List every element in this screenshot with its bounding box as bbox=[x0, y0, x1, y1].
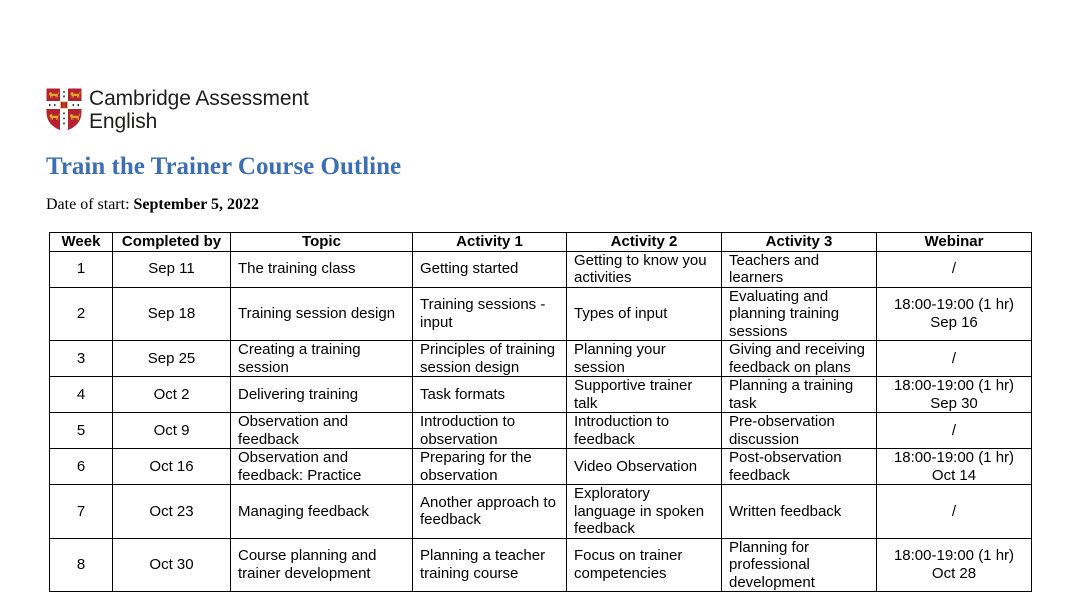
cell-completed-by: Sep 25 bbox=[113, 341, 231, 377]
cell-activity-1: Preparing for the observation bbox=[413, 449, 567, 485]
cell-activity-2: Getting to know you activities bbox=[567, 251, 722, 287]
table-row bbox=[50, 341, 1032, 377]
table-row bbox=[50, 485, 1032, 539]
cell-activity-3: Post-observation feedback bbox=[722, 449, 877, 485]
cambridge-shield-logo bbox=[46, 88, 82, 132]
start-date-value: September 5, 2022 bbox=[133, 196, 259, 213]
start-date-line bbox=[46, 195, 259, 215]
shield-book bbox=[61, 102, 68, 108]
cell-week: 6 bbox=[50, 449, 113, 485]
header-activity-1: Activity 1 bbox=[413, 233, 567, 252]
document-title: Train the Trainer Course Outline bbox=[46, 153, 402, 180]
table-row bbox=[50, 377, 1032, 413]
start-date-label: Date of start: bbox=[46, 196, 130, 213]
header-week: Week bbox=[50, 233, 113, 252]
cell-activity-1: Introduction to observation bbox=[413, 413, 567, 449]
cell-webinar: / bbox=[877, 341, 1032, 377]
table-row bbox=[50, 538, 1032, 592]
cell-topic: Observation and feedback bbox=[231, 413, 413, 449]
cell-topic: Managing feedback bbox=[231, 485, 413, 539]
cell-activity-1: Planning a teacher training course bbox=[413, 538, 567, 592]
cell-activity-3: Giving and receiving feedback on plans bbox=[722, 341, 877, 377]
cell-week: 4 bbox=[50, 377, 113, 413]
header-topic: Topic bbox=[231, 233, 413, 252]
cell-activity-2: Introduction to feedback bbox=[567, 413, 722, 449]
cell-week: 7 bbox=[50, 485, 113, 539]
table-row bbox=[50, 251, 1032, 287]
cell-topic: The training class bbox=[231, 251, 413, 287]
logo-line-1: Cambridge Assessment bbox=[89, 87, 309, 110]
cell-webinar: / bbox=[877, 251, 1032, 287]
cell-activity-2: Video Observation bbox=[567, 449, 722, 485]
logo-wordmark bbox=[89, 87, 309, 133]
cell-completed-by: Sep 18 bbox=[113, 287, 231, 341]
cell-completed-by: Sep 11 bbox=[113, 251, 231, 287]
cell-week: 2 bbox=[50, 287, 113, 341]
header-activity-2: Activity 2 bbox=[567, 233, 722, 252]
cell-week: 3 bbox=[50, 341, 113, 377]
cell-activity-2: Supportive trainer talk bbox=[567, 377, 722, 413]
cell-webinar: 18:00-19:00 (1 hr) Oct 28 bbox=[877, 538, 1032, 592]
cell-activity-1: Another approach to feedback bbox=[413, 485, 567, 539]
cell-activity-2: Focus on trainer competencies bbox=[567, 538, 722, 592]
table-header-row bbox=[50, 233, 1032, 252]
cell-activity-3: Planning a training task bbox=[722, 377, 877, 413]
logo-line-2: English bbox=[89, 110, 158, 133]
cell-topic: Course planning and trainer development bbox=[231, 538, 413, 592]
cell-topic: Training session design bbox=[231, 287, 413, 341]
cell-activity-1: Principles of training session design bbox=[413, 341, 567, 377]
header-activity-3: Activity 3 bbox=[722, 233, 877, 252]
cell-activity-2: Types of input bbox=[567, 287, 722, 341]
cell-completed-by: Oct 16 bbox=[113, 449, 231, 485]
cell-activity-2: Exploratory language in spoken feedback bbox=[567, 485, 722, 539]
cell-activity-3: Evaluating and planning training sessions bbox=[722, 287, 877, 341]
cell-activity-1: Training sessions - input bbox=[413, 287, 567, 341]
cell-activity-1: Getting started bbox=[413, 251, 567, 287]
cell-webinar: / bbox=[877, 413, 1032, 449]
cell-webinar: 18:00-19:00 (1 hr) Sep 16 bbox=[877, 287, 1032, 341]
cell-completed-by: Oct 2 bbox=[113, 377, 231, 413]
table-row bbox=[50, 413, 1032, 449]
cell-activity-3: Pre-observation discussion bbox=[722, 413, 877, 449]
cell-week: 8 bbox=[50, 538, 113, 592]
cell-activity-3: Written feedback bbox=[722, 485, 877, 539]
cell-webinar: 18:00-19:00 (1 hr) Oct 14 bbox=[877, 449, 1032, 485]
table-row bbox=[50, 449, 1032, 485]
cell-topic: Delivering training bbox=[231, 377, 413, 413]
cell-week: 1 bbox=[50, 251, 113, 287]
header-completed-by: Completed by bbox=[113, 233, 231, 252]
cell-activity-3: Planning for professional development bbox=[722, 538, 877, 592]
cell-activity-1: Task formats bbox=[413, 377, 567, 413]
cell-activity-2: Planning your session bbox=[567, 341, 722, 377]
cell-webinar: / bbox=[877, 485, 1032, 539]
header-webinar: Webinar bbox=[877, 233, 1032, 252]
cell-completed-by: Oct 9 bbox=[113, 413, 231, 449]
course-outline-table bbox=[49, 232, 1032, 592]
cell-completed-by: Oct 30 bbox=[113, 538, 231, 592]
course-table-body bbox=[50, 251, 1032, 592]
cell-activity-3: Teachers and learners bbox=[722, 251, 877, 287]
cell-completed-by: Oct 23 bbox=[113, 485, 231, 539]
cell-topic: Creating a training session bbox=[231, 341, 413, 377]
cell-webinar: 18:00-19:00 (1 hr) Sep 30 bbox=[877, 377, 1032, 413]
cell-week: 5 bbox=[50, 413, 113, 449]
table-row bbox=[50, 287, 1032, 341]
cell-topic: Observation and feedback: Practice bbox=[231, 449, 413, 485]
